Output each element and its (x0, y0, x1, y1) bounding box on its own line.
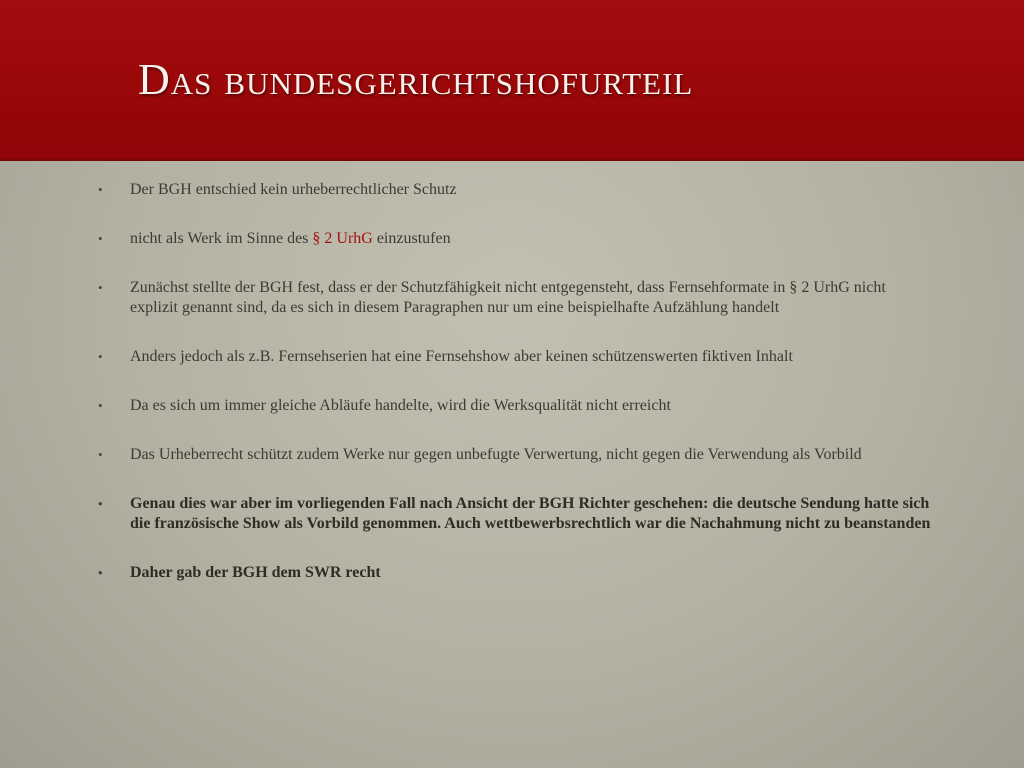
urhg-link[interactable]: § 2 UrhG (312, 230, 373, 247)
bullet-dot-icon: • (98, 565, 103, 580)
title-banner (0, 0, 1024, 161)
bullet-text: Das Urheberrecht schützt zudem Werke nur gegen unbefugte Verwertung, nicht gegen die Verwendung als Vorbild (130, 446, 862, 463)
bullet-dot-icon: • (98, 447, 103, 462)
bullet-dot-icon: • (98, 280, 103, 295)
bullet-item (96, 494, 936, 534)
bullet-item (96, 278, 936, 318)
bullet-item (96, 229, 936, 249)
bullet-item (96, 563, 936, 583)
bullet-list (96, 180, 936, 583)
bullet-dot-icon: • (98, 349, 103, 364)
bullet-text: Zunächst stellte der BGH fest, dass er der Schutzfähigkeit nicht entgegensteht, dass Fernsehformate in § 2 UrhG nicht explizit genannt sind, da es sich in diesem Paragraphen nur um eine beispielhafte Aufzählung handelt (130, 279, 886, 316)
bullet-item (96, 396, 936, 416)
bullet-item (96, 180, 936, 200)
bullet-dot-icon: • (98, 496, 103, 511)
bullet-text: Daher gab der BGH dem SWR recht (130, 564, 381, 581)
bullet-text-before: nicht als Werk im Sinne des (130, 230, 313, 247)
bullet-text-after: einzustufen (372, 230, 451, 247)
bullet-text: Genau dies war aber im vorliegenden Fall nach Ansicht der BGH Richter geschehen: die deutsche Sendung hatte sich die französische Show als Vorbild genommen. Auch wettbewerbsrechtlich war die Nachahmung nicht zu beanstanden (130, 495, 931, 532)
bullet-text: Anders jedoch als z.B. Fernsehserien hat eine Fernsehshow aber keinen schützenswerten fiktiven Inhalt (130, 348, 793, 365)
bullet-item (96, 347, 936, 367)
bullet-item (96, 445, 936, 465)
bullet-dot-icon: • (98, 231, 103, 246)
bullet-dot-icon: • (98, 398, 103, 413)
bullet-text: Da es sich um immer gleiche Abläufe handelte, wird die Werksqualität nicht erreicht (130, 397, 671, 414)
bullet-text: Der BGH entschied kein urheberrechtlicher Schutz (130, 181, 457, 198)
slide-title: Das bundesgerichtshofurteil (138, 55, 694, 104)
bullet-dot-icon: • (98, 182, 103, 197)
